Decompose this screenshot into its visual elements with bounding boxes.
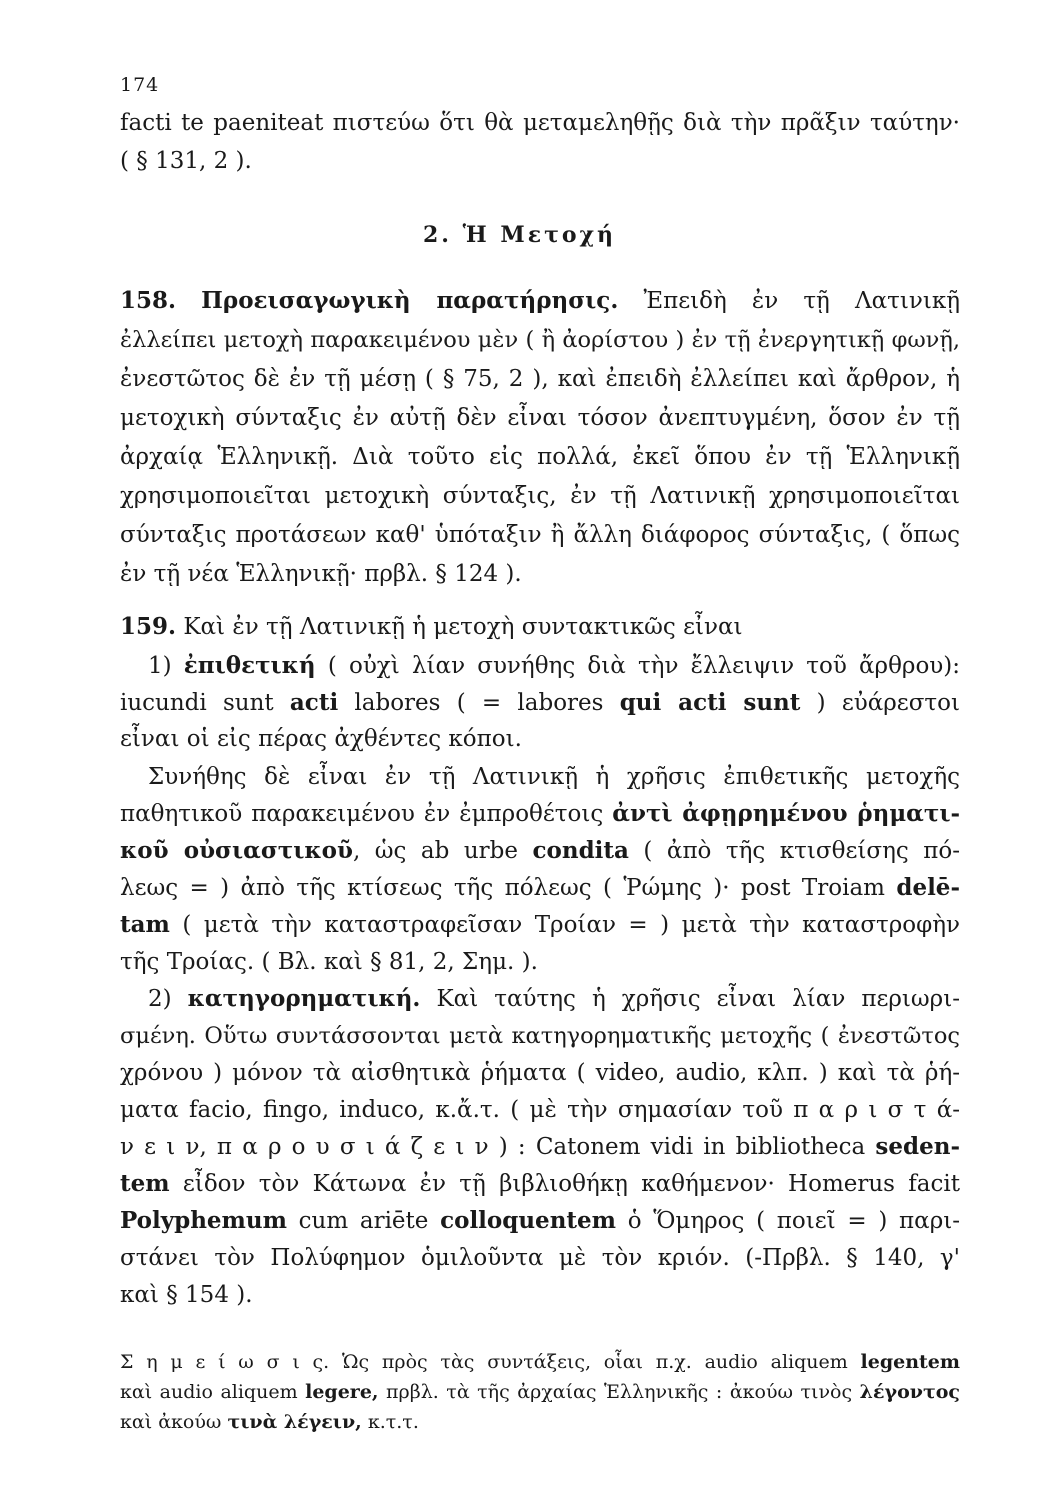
s159-line-5: Συνήθης δὲ εἶναι ἐν τῇ Λατινικῇ ἡ χρῆσις ἐπιθετικῆς μετοχῆς	[148, 764, 960, 790]
s159-line-12: σμένη. Οὕτω συντάσσονται μετὰ κατηγορηματικῆς μετοχῆς ( ἐνεστῶτος	[120, 1023, 960, 1049]
note-line-2: καὶ audio aliquem legere, πρβλ. τὰ τῆς ἀρχαίας Ἑλληνικῆς : ἀκούω τινὸς λέγοντος	[120, 1381, 960, 1403]
s158-line-3: ἐνεστῶτος δὲ ἐν τῇ μέσῃ ( § 75, 2 ), καὶ ἐπειδὴ ἐλλείπει καὶ ἄρθρον, ἡ	[120, 366, 960, 392]
s159-line-14: ματα facio, fingo, induco, κ.ἄ.τ. ( μὲ τὴν σημασίαν τοῦ π α ρ ι σ τ ά-	[120, 1097, 960, 1123]
s158-line-1: 158. Προεισαγωγικὴ παρατήρησις. Ἐπειδὴ ἐν τῇ Λατινικῇ	[120, 287, 960, 314]
s158-line-2: ἐλλείπει μετοχὴ παρακειμένου μὲν ( ἢ ἀορίστου ) ἐν τῇ ἐνεργητικῇ φωνῇ,	[120, 327, 960, 353]
s159-line-8: λεως = ) ἀπὸ τῆς κτίσεως τῆς πόλεως ( Ῥώμης )· post Troiam delē-	[120, 874, 960, 901]
s159-line-13: χρόνου ) μόνον τὰ αἰσθητικὰ ῥήματα ( video, audio, κλπ. ) καὶ τὰ ῥή-	[120, 1060, 960, 1086]
s158-line-4: μετοχικὴ σύνταξις ἐν αὐτῇ δὲν εἶναι τόσον ἀνεπτυγμένη, ὅσον ἐν τῇ	[120, 405, 960, 431]
intro-line-2: ( § 131, 2 ).	[120, 148, 252, 174]
s158-number: 158.	[120, 287, 177, 314]
s159-line-18: στάνει τὸν Πολύφημον ὁμιλοῦντα μὲ τὸν κριόν. (-Πρβλ. § 140, γ'	[120, 1245, 960, 1271]
note-line-3: καὶ ἀκούω τινὰ λέγειν, κ.τ.τ.	[120, 1411, 419, 1433]
note-line-1: Σ η μ ε ί ω σ ι ς. Ὡς πρὸς τὰς συντάξεις, οἷαι π.χ. audio aliquem legentem	[120, 1351, 960, 1373]
s159-line-19: καὶ § 154 ).	[120, 1282, 253, 1308]
s159-line-1: 159. Καὶ ἐν τῇ Λατινικῇ ἡ μετοχὴ συντακτικῶς εἶναι	[120, 613, 743, 640]
s159-line-6: παθητικοῦ παρακειμένου ἐν ἐμπροθέτοις ἀντὶ ἀφῃρημένου ῥηματι-	[120, 800, 961, 827]
s158-line-7: σύνταξις προτάσεων καθ' ὑπόταξιν ἢ ἄλλη διάφορος σύνταξις, ( ὅπως	[120, 522, 960, 548]
s159-line-10: τῆς Τροίας. ( Βλ. καὶ § 81, 2, Σημ. ).	[120, 949, 538, 975]
section-heading: 2. Ἡ Μετοχή	[422, 222, 617, 248]
s159-line-16: tem εἶδον τὸν Κάτωνα ἐν τῇ βιβλιοθήκῃ καθήμενον· Homerus facit	[120, 1170, 960, 1197]
s159-line-2: 1) ἐπιθετική ( οὐχὶ λίαν συνήθης διὰ τὴν ἔλλειψιν τοῦ ἄρθρου):	[148, 652, 960, 679]
s158-line-6: χρησιμοποιεῖται μετοχικὴ σύνταξις, ἐν τῇ Λατινικῇ χρησιμοποιεῖται	[120, 483, 960, 509]
s159-line-17: Polyphemum cum ariēte colloquentem ὁ Ὅμηρος ( ποιεῖ = ) παρι-	[120, 1207, 961, 1234]
s159-number: 159.	[120, 613, 177, 640]
s159-line-3: iucundi sunt acti labores ( = labores qui acti sunt ) εὐάρεστοι	[120, 689, 960, 716]
s159-line-9: tam ( μετὰ τὴν καταστραφεῖσαν Τροίαν = ) μετὰ τὴν καταστροφὴν	[120, 911, 960, 938]
s158-title: Προεισαγωγικὴ παρατήρησις.	[201, 287, 619, 314]
s159-line-11: 2) κατηγορηματική. Καὶ ταύτης ἡ χρῆσις εἶναι λίαν περιωρι-	[148, 985, 960, 1012]
s159-line-15: ν ε ι ν, π α ρ ο υ σ ι ά ζ ε ι ν ) : Catonem vidi in bibliotheca seden-	[120, 1133, 960, 1160]
s159-line-4: εἶναι οἱ εἰς πέρας ἀχθέντες κόποι.	[120, 726, 522, 752]
s158-line-5: ἀρχαίᾳ Ἑλληνικῇ. Διὰ τοῦτο εἰς πολλά, ἐκεῖ ὅπου ἐν τῇ Ἑλληνικῇ	[120, 444, 960, 470]
s158-line-8: ἐν τῇ νέα Ἑλληνικῇ· πρβλ. § 124 ).	[120, 561, 522, 587]
page-number: 174	[120, 74, 160, 96]
intro-line-1: facti te paeniteat πιστεύω ὅτι θὰ μεταμεληθῇς διὰ τὴν πρᾶξιν ταύτην·	[120, 110, 960, 136]
s159-line-7: κοῦ οὐσιαστικοῦ, ὡς ab urbe condita ( ἀπὸ τῆς κτισθείσης πό-	[120, 837, 961, 864]
